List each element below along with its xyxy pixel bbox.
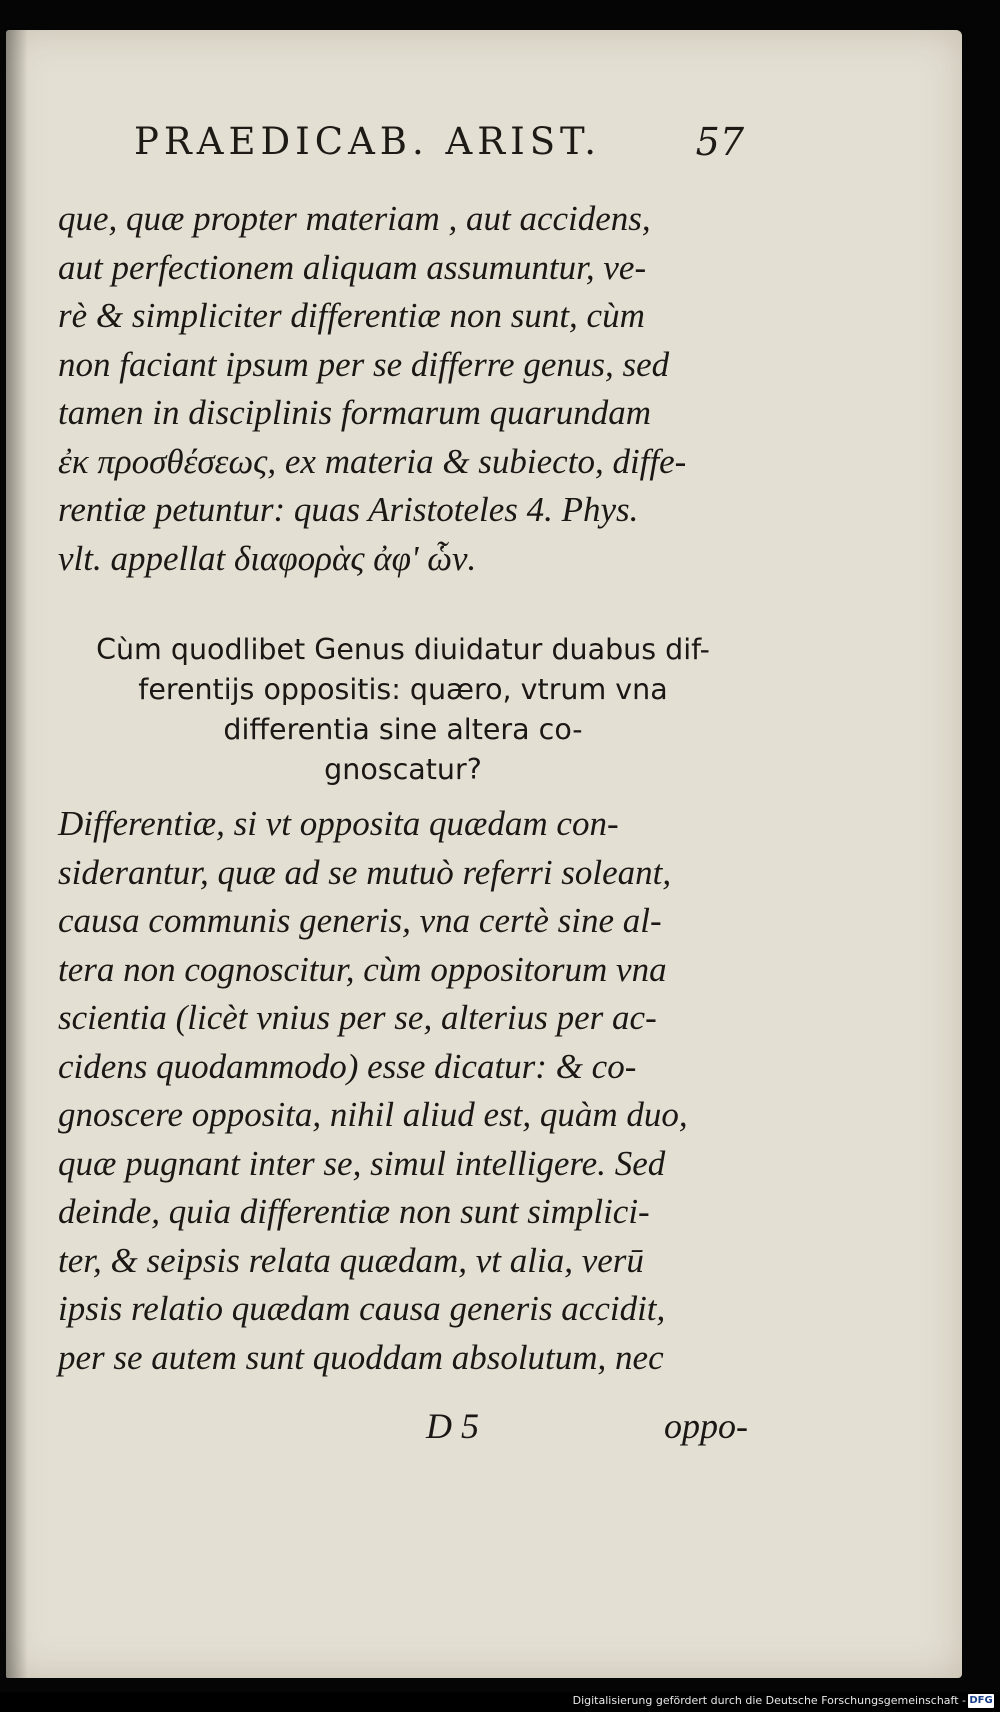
running-head-title: PRAEDICAB. ARIST. — [134, 120, 602, 163]
section-question-heading — [58, 630, 748, 790]
text-line: per se autem sunt quoddam absolutum, nec — [58, 1337, 664, 1377]
text-line: ἐκ προσθέσεως, ex materia & subiecto, diffe- — [58, 441, 687, 481]
text-line: cidens quodammodo) esse dicatur: & co- — [58, 1046, 637, 1086]
page-number: 57 — [695, 120, 744, 164]
digitization-credit: Digitalisierung gefördert durch die Deutsche Forschungsgemeinschaft - — [572, 1694, 966, 1707]
text-line: tamen in disciplinis formarum quarundam — [58, 393, 652, 432]
text-line: rè & simpliciter differentiæ non sunt, cùm — [58, 296, 645, 335]
text-line: rentiæ petuntur: quas Aristoteles 4. Phys. — [58, 490, 639, 529]
text-line: causa communis generis, vna certè sine al- — [58, 901, 662, 940]
text-line: quæ pugnant inter se, simul intelligere. Sed — [58, 1143, 666, 1183]
dfg-logo: DFG — [969, 1695, 993, 1706]
paragraph-continued — [58, 195, 748, 583]
text-line: deinde, quia differentiæ non sunt simplici- — [58, 1192, 650, 1231]
text-line: vlt. appellat διαφορὰς ἀφ' ὧν. — [58, 538, 477, 578]
text-line: gnoscere opposita, nihil aliud est, quàm duo, — [58, 1095, 688, 1134]
text-line: ter, & seipsis relata quædam, vt alia, verū — [58, 1240, 644, 1280]
heading-line: Cùm quodlibet Genus diuidatur duabus dif- — [96, 633, 710, 666]
paragraph-answer — [58, 800, 748, 1382]
text-line: Differentiæ, si vt opposita quædam con- — [58, 804, 619, 843]
text-line: tera non cognoscitur, cùm oppositorum vna — [58, 949, 667, 989]
signature-mark: D 5 — [426, 1406, 479, 1446]
running-head — [134, 120, 744, 190]
text-line: scientia (licèt vnius per se, alterius per ac- — [58, 998, 657, 1037]
catchword: oppo- — [664, 1406, 748, 1446]
catchline — [58, 1405, 748, 1455]
book-page — [6, 30, 962, 1678]
heading-line: differentia sine altera co- — [223, 713, 583, 746]
heading-line: gnoscatur? — [324, 753, 482, 786]
text-line: siderantur, quæ ad se mutuò referri soleant, — [58, 852, 672, 892]
heading-line: ferentijs oppositis: quæro, vtrum vna — [138, 673, 668, 706]
text-line: ipsis relatio quædam causa generis accidit, — [58, 1289, 666, 1328]
text-line: aut perfectionem aliquam assumuntur, ve- — [58, 247, 647, 287]
text-line: que, quæ propter materiam , aut accidens, — [58, 199, 651, 238]
text-line: non faciant ipsum per se differre genus, sed — [58, 344, 670, 384]
